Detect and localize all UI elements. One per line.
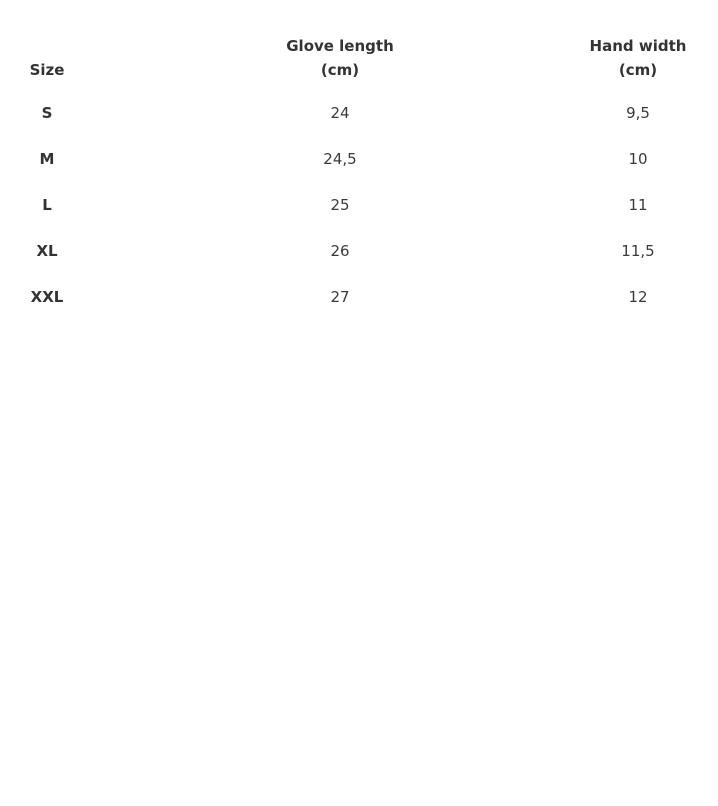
header-glove-length: [94, 30, 590, 90]
hand-width-cell: [590, 228, 718, 274]
size-cell: M: [39, 150, 55, 168]
size-cell: S: [41, 104, 53, 122]
table-row: [0, 274, 718, 320]
table-body: [0, 90, 718, 320]
hand-width-value: 12: [628, 288, 648, 306]
header-glove-length-wrap: [280, 34, 400, 82]
hand-width-value: 9,5: [626, 104, 650, 122]
header-hand-width-wrap: [588, 34, 688, 82]
header-size: [0, 30, 94, 90]
hand-width-value: 11: [628, 196, 648, 214]
glove-length-value: 24,5: [323, 150, 357, 168]
size-cell: L: [42, 196, 52, 214]
header-hand-width: [590, 30, 718, 90]
table-row: [0, 182, 718, 228]
glove-length-cell: [94, 182, 590, 228]
header-glove-length-label: Glove length: [286, 37, 394, 55]
header-hand-width-unit: (cm): [618, 61, 658, 79]
hand-width-cell: [590, 274, 718, 320]
glove-length-value: 26: [330, 242, 350, 260]
table-row: [0, 228, 718, 274]
hand-width-value: 11,5: [621, 242, 655, 260]
glove-length-cell: [94, 136, 590, 182]
size-cell: XXL: [30, 288, 64, 306]
glove-length-cell: [94, 228, 590, 274]
header-row: [0, 30, 718, 90]
table-row: [0, 136, 718, 182]
hand-width-cell: [590, 182, 718, 228]
glove-length-value: 25: [330, 196, 350, 214]
hand-width-value: 10: [628, 150, 648, 168]
header-glove-length-unit: (cm): [320, 61, 360, 79]
hand-width-cell: [590, 90, 718, 136]
glove-length-cell: [94, 90, 590, 136]
table-row: [0, 90, 718, 136]
header-hand-width-label: Hand width: [589, 37, 687, 55]
glove-length-value: 27: [330, 288, 350, 306]
hand-width-cell: [590, 136, 718, 182]
glove-length-cell: [94, 274, 590, 320]
table-header: [0, 30, 718, 90]
size-cell: XL: [36, 242, 58, 260]
glove-length-value: 24: [330, 104, 350, 122]
header-size-label: Size: [29, 61, 65, 79]
glove-size-table: [0, 30, 718, 320]
